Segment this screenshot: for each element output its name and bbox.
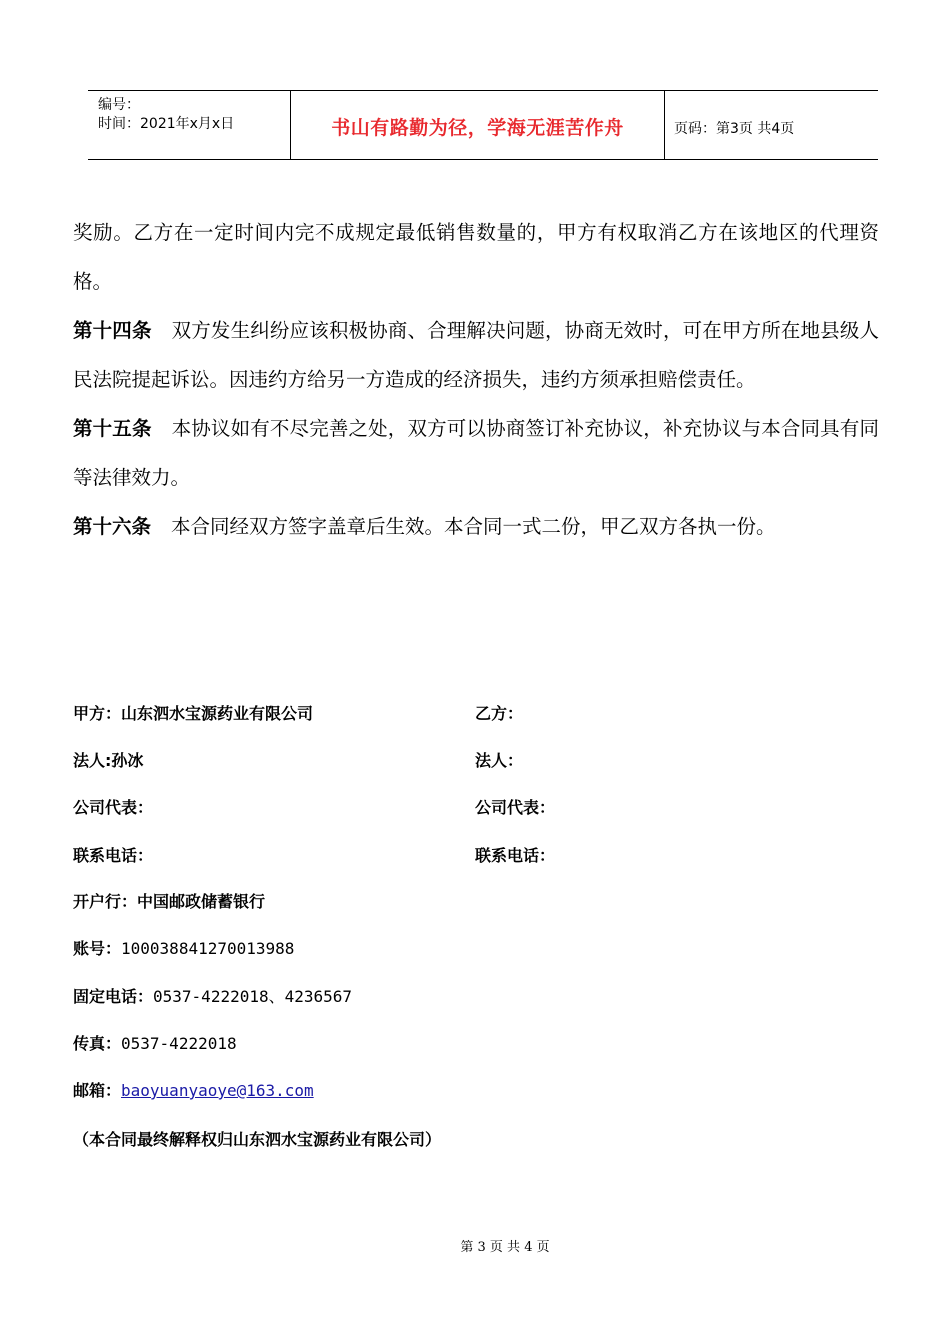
footer-page-number: 第 3 页 共 4 页 [460,1240,550,1255]
bank: 开户行：中国邮政储蓄银行 [73,892,266,911]
article-16 [73,502,879,551]
fixed-phone-value: 0537-4222018、4236567 [153,987,353,1006]
party-b: 乙方： [475,704,524,723]
account-value: 100038841270013988 [121,939,295,958]
account [73,936,294,959]
header-motto-cell [290,91,665,159]
paragraph-continuation: 奖励。乙方在一定时间内完不成规定最低销售数量的，甲方有权取消乙方在该地区的代理资格。 [73,221,879,293]
rep-a: 公司代表： [73,798,154,817]
motto: 书山有路勤为径，学海无涯苦作舟 [331,117,624,139]
legal-a: 法人:孙冰 [73,751,144,770]
article-14-text: 双方发生纠纷应该积极协商、合理解决问题，协商无效时，可在甲方所在地县级人民法院提起诉讼。因违约方给另一方造成的经济损失，违约方须承担赔偿责任。 [73,319,879,391]
fixed-phone [73,984,352,1007]
article-16-title: 第十六条 [73,515,152,538]
header-table [88,90,878,160]
party-a: 甲方：山东泗水宝源药业有限公司 [73,704,314,723]
contract-body [73,208,879,551]
phone-a: 联系电话： [73,846,154,865]
fixed-phone-label: 固定电话： [73,987,154,1006]
article-15 [73,404,879,502]
article-15-text: 本协议如有不尽完善之处，双方可以协商签订补充协议，补充协议与本合同具有同等法律效力。 [73,417,879,489]
article-15-title: 第十五条 [73,417,152,440]
article-14 [73,306,879,404]
email-label: 邮箱： [73,1081,122,1100]
interpretation-note: （本合同最终解释权归山东泗水宝源药业有限公司） [73,1130,442,1149]
time-label: 时间：2021年x月x日 [98,116,235,132]
rep-b: 公司代表： [475,798,556,817]
email-link[interactable]: baoyuanyaoye@163.com [121,1081,314,1100]
legal-b: 法人： [475,751,524,770]
article-14-title: 第十四条 [73,319,152,342]
header-meta-cell [88,91,290,159]
header-page-cell [664,91,878,159]
account-label: 账号： [73,939,122,958]
article-16-text: 本合同经双方签字盖章后生效。本合同一式二份，甲乙双方各执一份。 [171,515,776,538]
email [73,1078,314,1101]
fax-value: 0537-4222018 [121,1034,237,1053]
number-label: 编号： [98,97,140,113]
phone-b: 联系电话： [475,846,556,865]
fax [73,1031,237,1054]
fax-label: 传真： [73,1034,122,1053]
page-label: 页码：第3页 共4页 [674,121,795,137]
